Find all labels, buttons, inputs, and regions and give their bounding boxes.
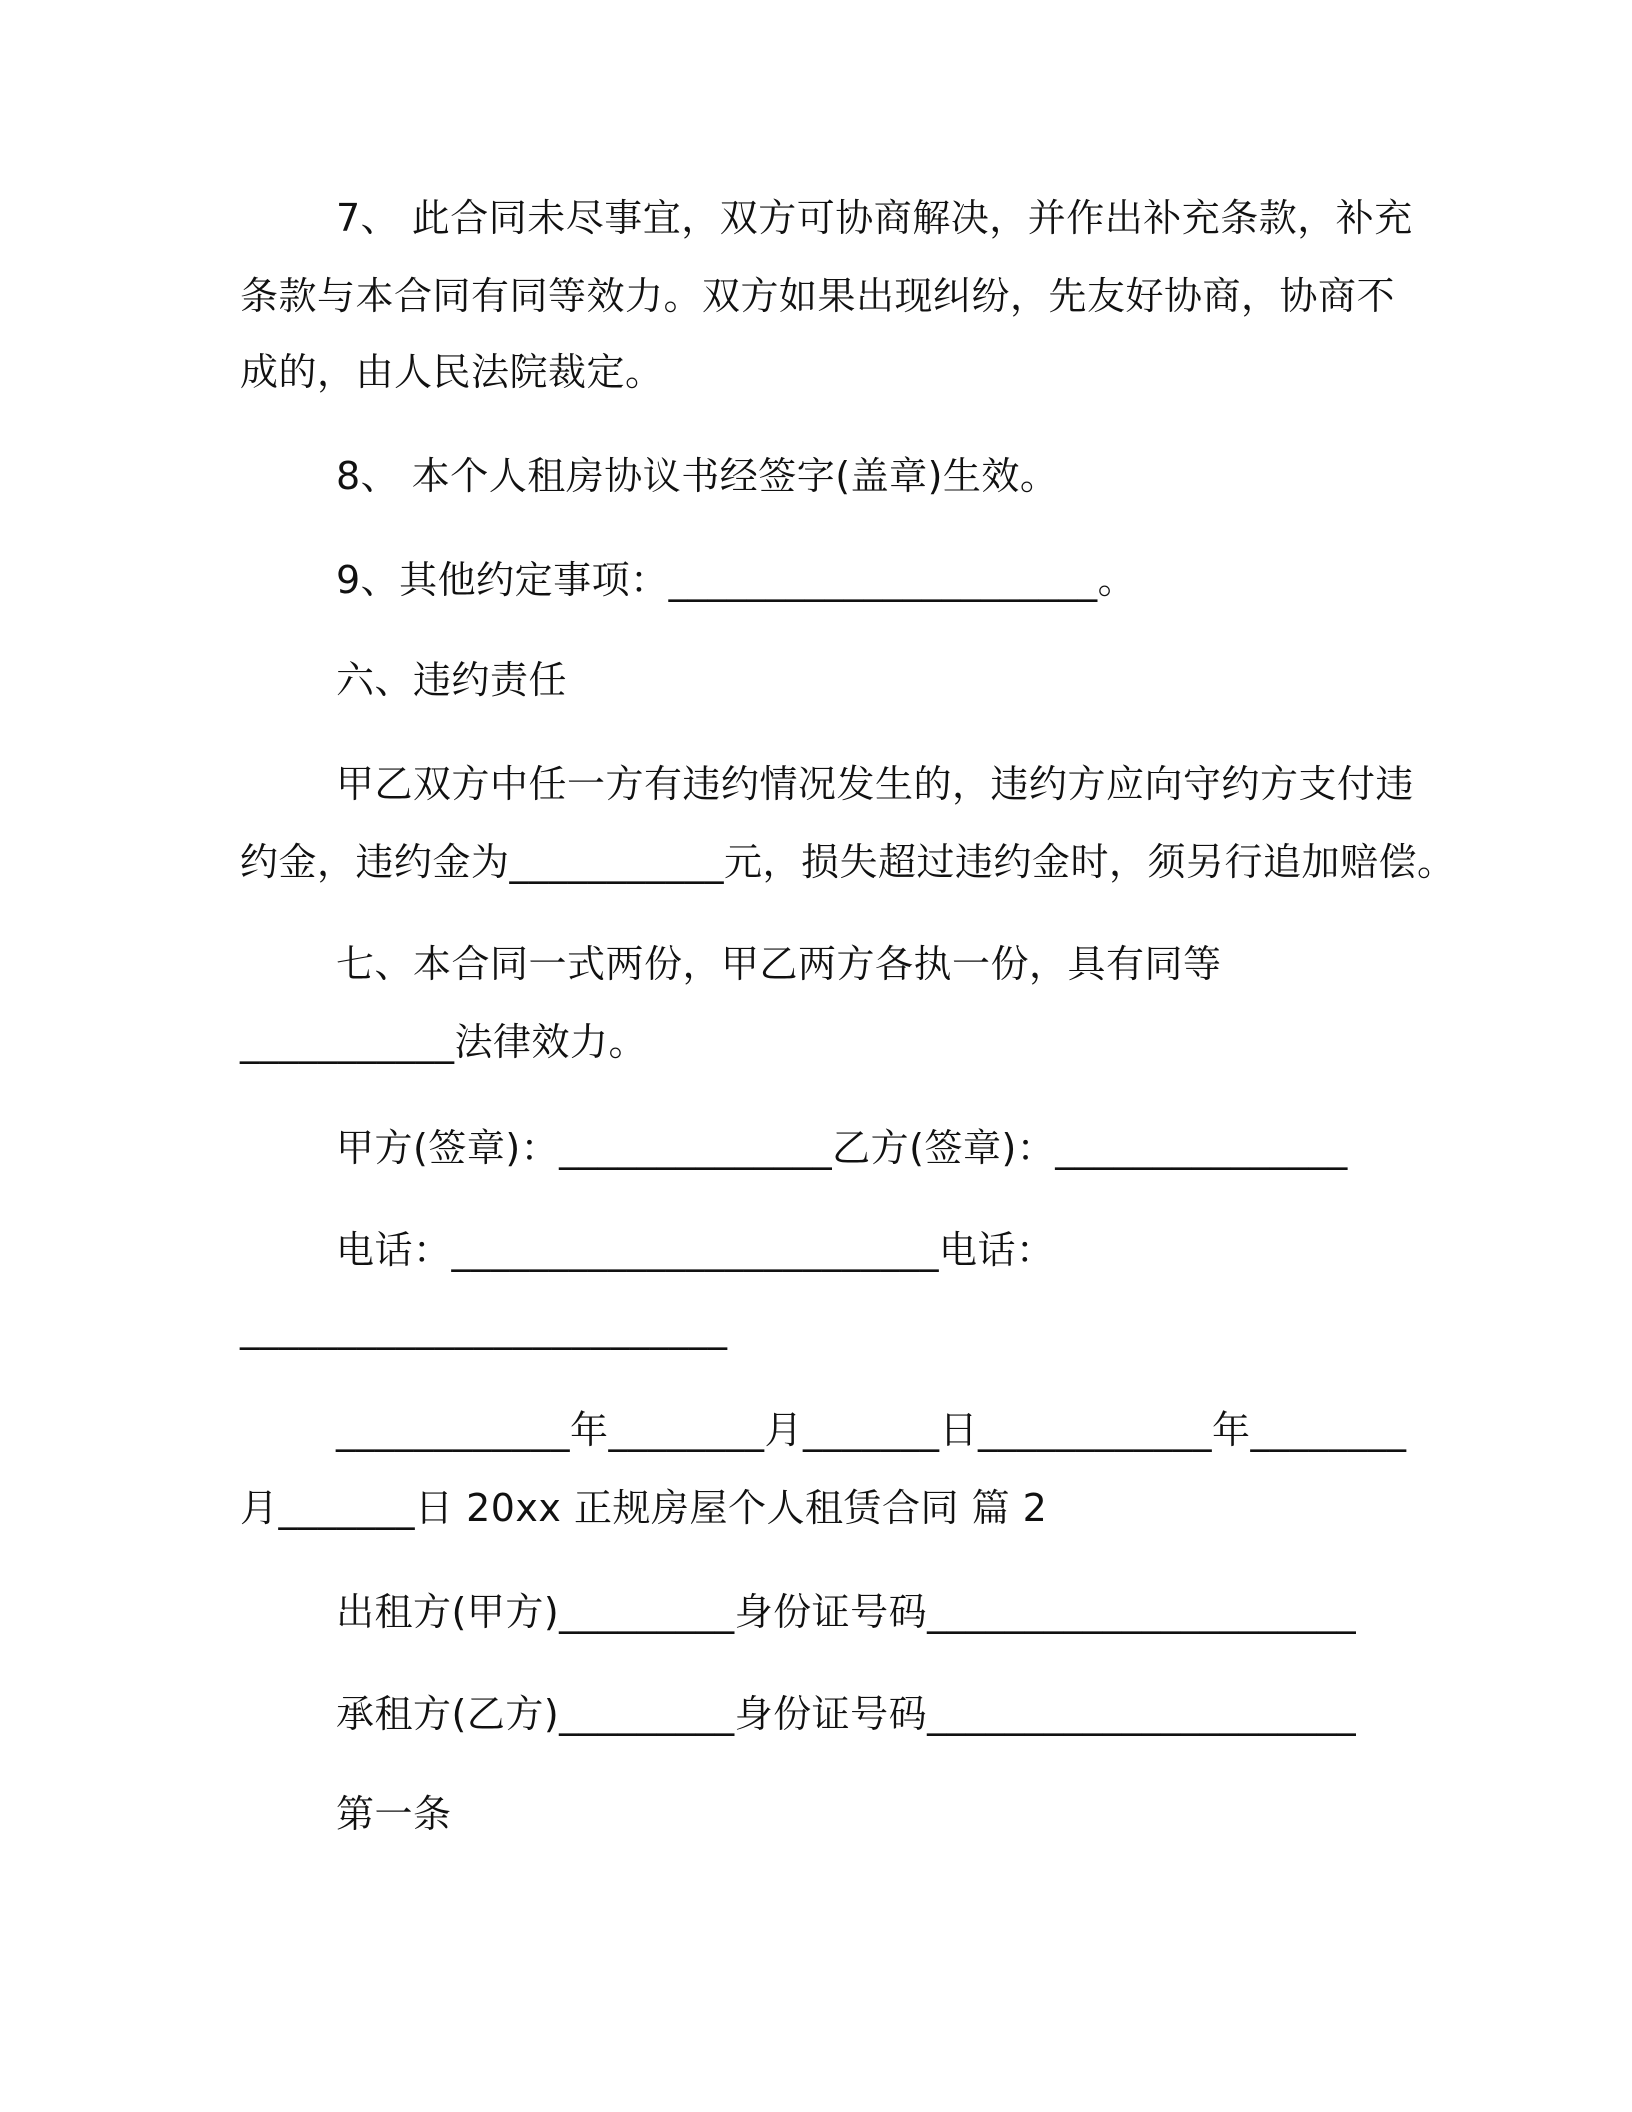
article-one-heading: 第一条 — [336, 1792, 452, 1836]
clause-9: 9、其他约定事项：______________________。 — [336, 558, 1137, 602]
lessor-line: 出租方(甲方)_________身份证号码______________________ — [336, 1590, 1357, 1634]
date-line-2: 月_______日 20xx 正规房屋个人租赁合同 篇 2 — [240, 1486, 1048, 1530]
clause-7-line-1: 7、 此合同未尽事宜，双方可协商解决，并作出补充条款，补充 — [336, 196, 1413, 240]
copies-line-1: 七、本合同一式两份，甲乙两方各执一份，具有同等 — [336, 942, 1222, 986]
clause-8: 8、 本个人租房协议书经签字(盖章)生效。 — [336, 454, 1059, 498]
signature-line: 甲方(签章)：______________乙方(签章)：_______________ — [336, 1126, 1348, 1170]
breach-line-1: 甲乙双方中任一方有违约情况发生的，违约方应向守约方支付违 — [336, 762, 1415, 806]
phone-blank-line: _________________________ — [240, 1306, 728, 1350]
section-heading-breach: 六、违约责任 — [336, 658, 568, 702]
phone-line: 电话：_________________________电话： — [336, 1228, 1055, 1272]
clause-7-line-3: 成的，由人民法院裁定。 — [240, 350, 664, 394]
lessee-line: 承租方(乙方)_________身份证号码______________________ — [336, 1692, 1357, 1736]
breach-line-2: 约金，违约金为___________元，损失超过违约金时，须另行追加赔偿。 — [240, 840, 1456, 884]
date-line-1: ____________年________月_______日____________年________ — [336, 1408, 1407, 1452]
clause-7-line-2: 条款与本合同有同等效力。双方如果出现纠纷，先友好协商，协商不 — [240, 274, 1396, 318]
copies-line-2: ___________法律效力。 — [240, 1020, 648, 1064]
